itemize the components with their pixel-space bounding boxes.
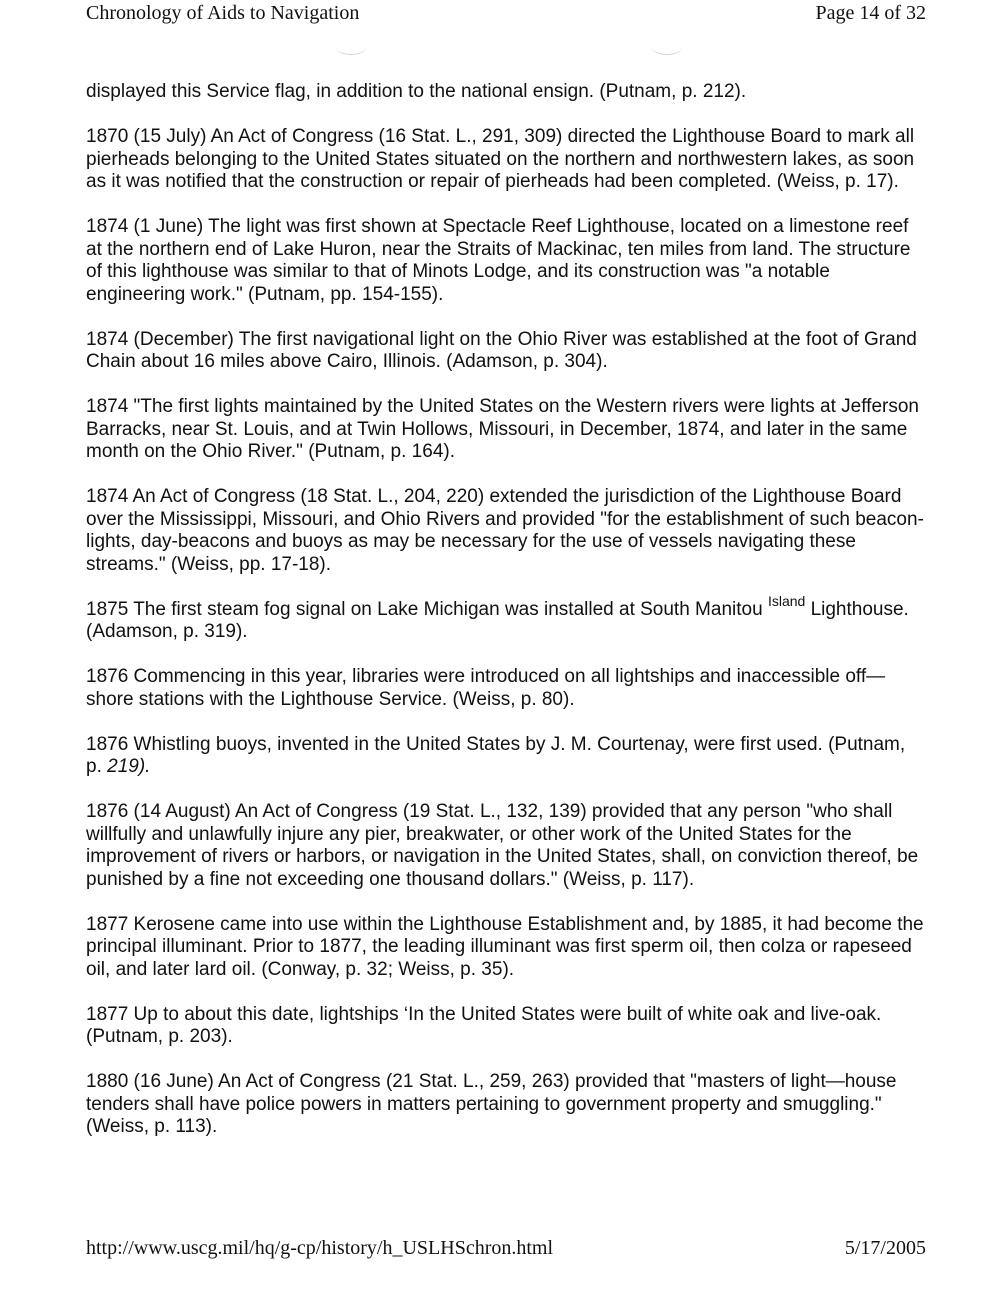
- entry-12: 1877 Up to about this date, lightships ‘In the United States were built of white oak and live-oak. (Putnam, p. 203).: [86, 1003, 882, 1047]
- entry-7: [86, 592, 926, 644]
- entry-7-text-after: Lighthouse. (Adamson, p. 319).: [86, 598, 909, 642]
- entry-7-text-before: 1875 The first steam fog signal on Lake Michigan was installed at South Manitou: [86, 598, 763, 620]
- entry-11: 1877 Kerosene came into use within the Lighthouse Establishment and, by 1885, it had become the principal illuminant. Prior to 1877, the leading illuminant was first sperm oil, then colza or rapeseed oil, and later lard oil. (Conway, p. 32; Weiss, p. 35).: [86, 913, 924, 980]
- page-footer: [86, 1237, 926, 1260]
- scan-artifact-left: [336, 40, 366, 55]
- entry-13: 1880 (16 June) An Act of Congress (21 Stat. L., 259, 263) provided that "masters of light—house tenders shall have police powers in matters pertaining to government property and smuggling." (Weiss, p. 113).: [86, 1071, 897, 1137]
- page-header: [86, 2, 926, 25]
- document-body: [86, 81, 926, 1161]
- source-url: http://www.uscg.mil/hq/g-cp/history/h_USLHSchron.html: [86, 1237, 554, 1259]
- entry-1: displayed this Service flag, in addition to the national ensign. (Putnam, p. 212).: [86, 81, 747, 102]
- print-date: 5/17/2005: [844, 1237, 926, 1259]
- entry-9-text-before: 1876 Whistling buoys, invented in the United States by J. M. Courtenay, were first used. (Putnam, p.: [86, 733, 906, 777]
- scan-artifact-right: [652, 40, 682, 55]
- entry-10: 1876 (14 August) An Act of Congress (19 Stat. L., 132, 139) provided that any person "who shall willfully and unlawfully injure any pier, breakwater, or other work of the United States for the improvement of rivers or harbors, or navigation in the United States, shall, on conviction thereof, be punished by a fine not exceeding one thousand dollars." (Weiss, p. 117).: [86, 801, 919, 890]
- entry-9: [86, 734, 926, 779]
- entry-7-superscript: Island: [767, 592, 806, 609]
- entry-2: 1870 (15 July) An Act of Congress (16 Stat. L., 291, 309) directed the Lighthouse Board to mark all pierheads belonging to the United States situated on the northern and northwestern lakes, as soon as it was notified that the construction or repair of pierheads had been completed. (Weiss, p. 17).: [86, 126, 915, 192]
- document-title: Chronology of Aids to Navigation: [86, 2, 360, 24]
- entry-8: 1876 Commencing in this year, libraries were introduced on all lightships and inaccessible off—shore stations with the Lighthouse Service. (Weiss, p. 80).: [86, 666, 886, 710]
- page-number: Page 14 of 32: [815, 2, 926, 24]
- entry-4: 1874 (December) The first navigational light on the Ohio River was established at the foot of Grand Chain about 16 miles above Cairo, Illinois. (Adamson, p. 304).: [86, 328, 917, 372]
- entry-3: 1874 (1 June) The light was first shown at Spectacle Reef Lighthouse, located on a limestone reef at the northern end of Lake Huron, near the Straits of Mackinac, ten miles from land. The structure of this lighthouse was similar to that of Minots Lodge, and its construction was "a notable engineering work." (Putnam, pp. 154-155).: [86, 216, 911, 305]
- entry-5: 1874 "The first lights maintained by the United States on the Western rivers were lights at Jefferson Barracks, near St. Louis, and at Twin Hollows, Missouri, in December, 1874, and later in the same month on the Ohio River." (Putnam, p. 164).: [86, 396, 919, 462]
- entry-9-italic: 219).: [107, 756, 151, 777]
- entry-6: 1874 An Act of Congress (18 Stat. L., 204, 220) extended the jurisdiction of the Lighthouse Board over the Mississippi, Missouri, and Ohio Rivers and provided "for the establishment of such beacon-lights, day-beacons and buoys as may be necessary for the use of vessels navigating these streams." (Weiss, pp. 17-18).: [86, 486, 924, 575]
